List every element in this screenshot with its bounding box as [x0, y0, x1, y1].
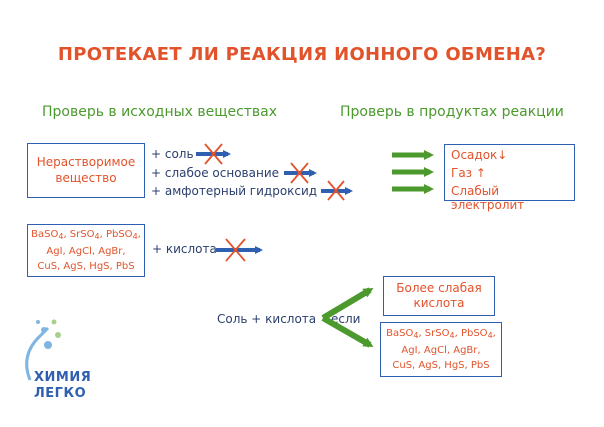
left-heading: Проверь в исходных веществах	[42, 104, 278, 120]
plus-acid: + кислота	[152, 242, 217, 256]
product-precipitate: Осадок↓	[451, 148, 508, 162]
branch-arrows	[323, 290, 370, 345]
salts-row-3: CuS, AgS, HgS, PbS	[392, 360, 490, 371]
salts-row-1: BaSO$_4$, SrSO$_4$, PbSO$_4$,	[31, 229, 141, 241]
arrow-amphoteric-crossed	[321, 181, 350, 200]
if-label: если	[331, 312, 361, 326]
product-weak-electrolyte: Слабый электролит	[451, 184, 525, 212]
insoluble-box-text: Нерастворимое вещество	[36, 155, 136, 185]
reagent-amphoteric-hydroxide: + амфотерный гидроксид	[151, 184, 318, 198]
product-gas: Газ ↑	[451, 166, 486, 180]
weaker-acid-text: Более слабая кислота	[396, 281, 482, 310]
salts-row-2: AgI, AgCl, AgBr,	[46, 246, 126, 257]
green-arrows-products	[392, 155, 430, 189]
salts-row-3: CuS, AgS, HgS, PbS	[37, 261, 135, 272]
arrow-salt-crossed	[196, 144, 228, 164]
arrow-weak-base-crossed	[284, 163, 314, 183]
salt-plus-acid: Соль + кислота	[217, 312, 317, 326]
logo-text: ХИМИЯ ЛЕГКО	[34, 370, 92, 401]
salts-row-2: AgI, AgCl, AgBr,	[401, 345, 481, 356]
reagent-weak-base: + слабое основание	[151, 166, 280, 180]
reagent-salt: + соль	[151, 147, 194, 161]
right-heading: Проверь в продуктах реакции	[340, 104, 564, 120]
salts-row-1: BaSO$_4$, SrSO$_4$, PbSO$_4$,	[386, 328, 496, 340]
arrow-acid-crossed	[216, 239, 260, 261]
page-title: ПРОТЕКАЕТ ЛИ РЕАКЦИЯ ИОННОГО ОБМЕНА?	[57, 44, 547, 65]
